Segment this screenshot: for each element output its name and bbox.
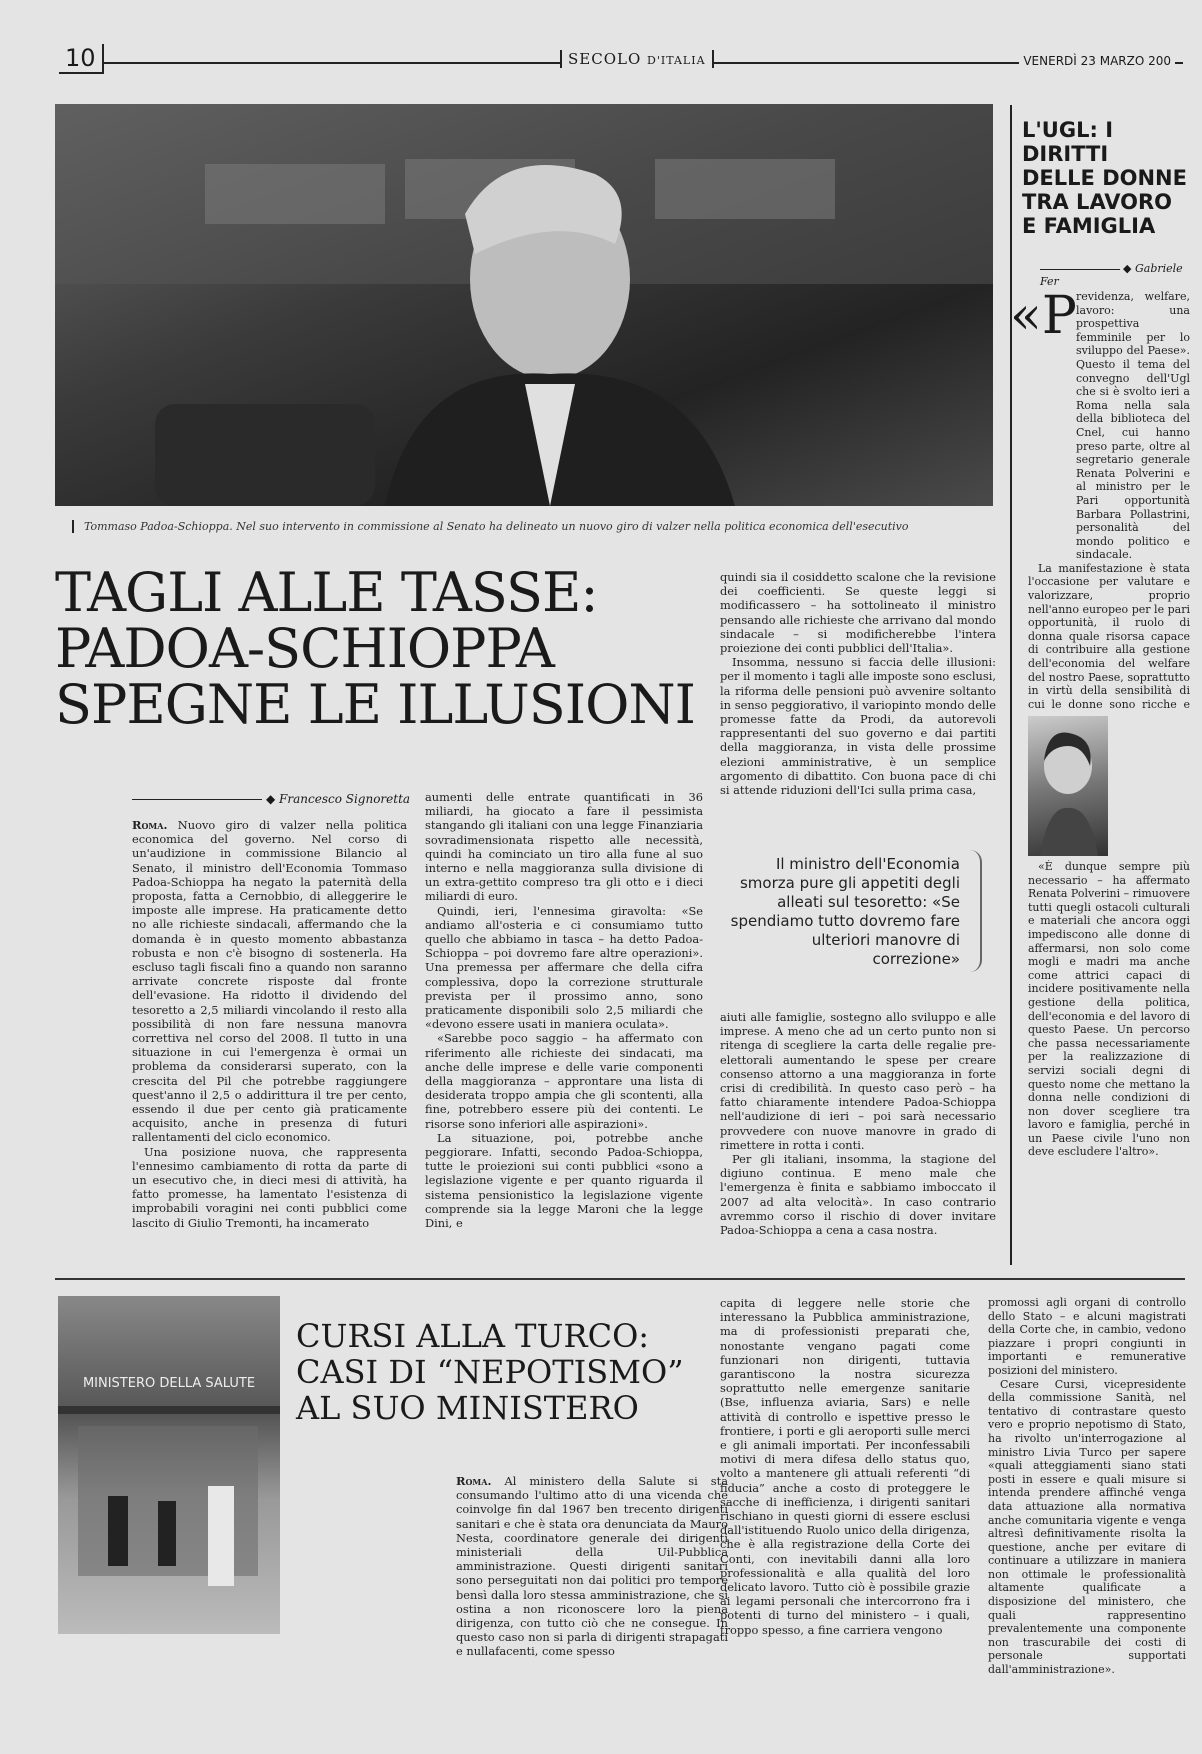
article-column-1 xyxy=(132,818,407,1230)
headline-line: SPEGNE LE ILLUSIONI xyxy=(55,673,695,736)
paragraph xyxy=(456,1474,728,1659)
paragraph: quindi sia il cosiddetto scalone che la revisione dei coefficienti. Se queste leggi si modificassero – ha sottolineato il ministro pensando alle richieste che arrivano dal mondo sindacale – si modificherebbe l'intera proiezione dei conti pubblici dell'Italia». xyxy=(720,570,996,656)
paragraph: La situazione, poi, potrebbe anche peggiorare. Infatti, secondo Padoa-Schioppa, tutte le proiezioni sui conti pubblici «sono a legislazione vigente e per quanto riguarda il sistema pensionistico la legislazione vigente comprende sia la legge Maroni che la legge Dini, e xyxy=(425,1130,703,1231)
main-byline: ◆ Francesco Signoretta xyxy=(132,792,410,806)
page-number: 10 xyxy=(59,44,104,74)
sidebar-title-line: DELLE DONNE xyxy=(1022,166,1187,190)
bottom-column-1 xyxy=(456,1474,728,1659)
headline-line: AL SUO MINISTERO xyxy=(296,1389,639,1427)
headline-line: CURSI ALLA TURCO: xyxy=(296,1317,650,1355)
paragraph: La manifestazione è stata l'occasione per valutare e valorizzare, proprio nell'anno europeo per le pari opportunità, il ruolo di donna quale risorsa capace di contribuire alla gestione dell'economia del welfare del nostro Paese, soprattutto in virtù della sensibilità di cui le donne sono ricche e xyxy=(1028,561,1190,710)
sidebar-text-top xyxy=(1028,290,1190,710)
sidebar-author: Gabriele Fer xyxy=(1040,262,1183,288)
paragraph: «Sarebbe poco saggio – ha affermato con riferimento alle richieste dei sindacati, ma anche delle imprese e delle varie componenti della maggioranza – approntare una lista di desiderata troppo ampia che gli scontenti, alla fine, potrebbero essere più dei contenti. Le risorse sono inferiori alle aspirazioni». xyxy=(425,1031,703,1131)
paragraph: capita di leggere nelle storie che interessano la Pubblica amministrazione, ma di professionisti preparati che, nonostante vengano pagati come funzionari non dirigenti, tuttavia garantiscono la nostra sicurezza soprattutto nelle emergenze sanitarie (Bse, influenza aviaria, Sars) e nelle attività di controllo e ispettive presso le frontiere, i porti e gli aeroporti sulle merci e gli animali importati. Per inconfessabili motivi di mera difesa dello status quo, volto a mantenere gli attuali referenti “di fiducia” anche a costo di proteggere le sacche di inefficienza, i dirigenti sanitari rischiano in questi giorni di essere esclusi dall'istituendo Ruolo unico della dirigenza, che è alla registrazione della Corte dei Conti, con inevitabili danni alla loro professionalità e alla qualità del loro delicato lavoro. Tutto ciò è possibile grazie ai legami personali che intercorrono fra i potenti di turno del ministero – i quali, troppo spesso, a fine carriera vengono xyxy=(720,1296,970,1637)
speaker-illustration xyxy=(1028,716,1108,856)
sidebar-photo xyxy=(1028,716,1108,856)
headline-line: PADOA-SCHIOPPA xyxy=(55,617,554,680)
photo-caption: Tommaso Padoa-Schioppa. Nel suo intervento in commissione al Senato ha delineato un nuovo giro di valzer nella politica economica dell'esecutivo xyxy=(72,520,1004,533)
paragraph: promossi agli organi di controllo dello Stato – e alcuni magistrati della Corte che, in cambio, vedono piazzare i propri congiunti in importanti e remunerative posizioni del ministero. xyxy=(988,1296,1186,1377)
sidebar-title-line: L'UGL: I DIRITTI xyxy=(1022,118,1114,166)
sidebar-title-line: TRA LAVORO xyxy=(1022,190,1173,214)
paragraph: «È dunque sempre più necessario – ha affermato Renata Polverini – rimuovere tutti quegli ostacoli culturali e materiali che ancora oggi impediscono alle donne di affermarsi, non solo come mogli e madri ma anche come attrici capaci di incidere positivamente nella gestione della politica, dell'economia e del lavoro di questo Paese. Un percorso che passa necessariamente per la realizzazione di servizi sociali degni di questo nome che mettano la donna nelle condizioni di non dover scegliere tra lavoro e famiglia, perché in un Paese civile l'uno non deve escludere l'altro». xyxy=(1028,860,1190,1159)
dateline: Roma. xyxy=(456,1474,492,1488)
byline-author: Francesco Signoretta xyxy=(279,792,411,806)
paragraph: Per gli italiani, insomma, la stagione del digiuno continua. E meno male che l'emergenza è finita e sabbiamo imboccato il 2007 ad alta velocità». In caso contrario avremmo corso il rischio di dover invitare Padoa-Schioppa a cena a casa nostra. xyxy=(720,1152,996,1238)
pull-quote-brace xyxy=(962,850,982,972)
headline-line: CASI DI “NEPOTISMO” xyxy=(296,1353,684,1391)
paragraph: Cesare Cursi, vicepresidente della commissione Sanità, nel tentativo di contrastare questo vero e proprio nepotismo di Stato, ha rivolto un'interrogazione al ministro Livia Turco per sapere «quali atteggiamenti siano stati posti in essere e quali misure si intenda prendere affinché venga data attuazione alla normativa anche comunitaria vigente e venga altresì definitivamente risolta la questione, anche per evitare di continuare a utilizzare in maniera non ottimale le professionalità altamente qualificate a disposizione del ministero, che quali rappresentino prevalentemente una componente non trascurabile dei costi di personale supportati dall'amministrazione». xyxy=(988,1377,1186,1677)
page-header xyxy=(55,42,1175,82)
headline-line: TAGLI ALLE TASSE: xyxy=(55,561,598,624)
sidebar-byline: ◆ Gabriele Fer xyxy=(1040,262,1183,288)
issue-date: VENERDÌ 23 MARZO 200 xyxy=(1019,54,1175,68)
sidebar-title-line: E FAMIGLIA xyxy=(1022,214,1156,238)
paragraph: revidenza, welfare, lavoro: una prospettiva femminile per lo sviluppo del Paese». Questo il tema del convegno dell'Ugl che si è svolto ieri a Roma nella sala della biblioteca del Cnel, cui hanno preso parte, oltre al segretario generale Renata Polverini e al ministro per le Pari opportunità Barbara Pollastrini, personalità del mondo politico e sindacale. xyxy=(1076,290,1190,562)
portrait-illustration xyxy=(55,104,993,506)
main-headline xyxy=(55,561,705,736)
paragraph: Quindi, ieri, l'ennesima giravolta: «Se andiamo all'osteria e ci consumiamo tutto quello che abbiamo in tasca – ha detto Padoa-Schioppa – poi dovremo fare altre operazioni». Una premessa per affermare che della cifra complessiva, dopo la correzione strutturale prevista per il prossimo anno, sono praticamente disponibili solo 2,5 miliardi che «devono essere usati in maniera oculata». xyxy=(425,903,703,1032)
paragraph: Una posizione nuova, che rappresenta l'ennesimo cambiamento di rotta da parte di un esecutivo che, in dieci mesi di attività, ha fatto promesse, ha lamentato l'esistenza di improbabili voragini nei conti pubblici come lascito di Giulio Tremonti, ha incamerato xyxy=(132,1144,407,1230)
masthead xyxy=(560,50,714,68)
article-column-3-bottom xyxy=(720,1010,996,1237)
paragraph: aiuti alle famiglie, sostegno allo sviluppo e alle imprese. A meno che ad un certo punto non si ritenga di scegliere la carta delle regalie pre-elettorali aumentando le spese per creare consenso attorno a una maggioranza in forte crisi di credibilità. In questo caso però – ha fatto chiaramente intendere Padoa-Schioppa nell'audizione di ieri – poi sarà necessario provvedere con nuove manovre in grado di rimettere in rotta i conti. xyxy=(720,1010,996,1152)
byline-rule xyxy=(1040,269,1120,270)
bottom-headline xyxy=(296,1318,696,1426)
sidebar-text-bottom xyxy=(1028,860,1190,1255)
sidebar-dropcap: «P xyxy=(1010,286,1077,346)
paragraph-text: Nuovo giro di valzer nella politica economica del governo. Nel corso di un'audizione in commissione Bilancio al Senato, il ministro dell'Economia Tommaso Padoa-Schioppa ha negato la paternità della proposta, fatta a Cernobbio, di alleggerire le imposte alle imprese. Ha praticamente detto no alle richieste sindacali, affermando che la domanda è in questo momento abbastanza robusta e non c'è bisogno di sostenerla. Ha escluso tagli fiscali fino a quando non saranno arrivate concrete risposte dal fronte dell'evasione. Ha ridotto il dividendo del tesoretto a 2,5 miliardi vincolando il resto alla possibilità di non fare nessuna manovra correttiva nel corso del 2008. Il tutto in una situazione in cui l'emergenza è ormai un problema da considerarsi superato, con la crescita del Pil che potrebbe raggiungere quest'anno il 2,5 o addirittura il tre per cento, essendo il due per cento già praticamente acquisito, anche in presenza di futuri rallentamenti del ciclo economico. xyxy=(132,818,407,1145)
main-photo xyxy=(55,104,993,506)
ministry-photo xyxy=(58,1296,280,1634)
masthead-title: SECOLO xyxy=(568,50,642,68)
bottom-column-2 xyxy=(720,1296,970,1637)
section-divider xyxy=(55,1278,1185,1280)
dateline: Roma. xyxy=(132,818,168,832)
pull-quote: Il ministro dell'Economia smorza pure gli appetiti degli alleati sul tesoretto: «Se spendiamo tutto dovremo fare ulteriori manovre di correzione» xyxy=(730,855,960,968)
paragraph-text: Al ministero della Salute si sta consumando l'ultimo atto di una vicenda che coinvolge fin dal 1967 ben trecento dirigenti sanitari e che è stata ora denunciata da Mauro Nesta, coordinatore generale dei dirigenti ministeriali della Uil-Pubblica amministrazione. Questi dirigenti sanitari sono perseguitati non dai politici pro tempore bensì dalla loro stessa amministrazione, che si ostina a non riconoscere loro la piena dirigenza, con tutto ciò che ne consegue. In questo caso non si parla di dirigenti strapagati e nullafacenti, come spesso xyxy=(456,1474,728,1659)
masthead-small: D'ITALIA xyxy=(647,54,706,67)
paragraph: aumenti delle entrate quantificati in 36 miliardi, ha giocato a fare il pessimista stangando gli italiani con una legge Finanziaria sovradimensionata rispetto alle necessità, quindi ha cominciato un tiro alla fune al suo interno e nella maggioranza sulla divisione di un extra-gettito compreso tra gli otto e i dieci miliardi di euro. xyxy=(425,790,703,904)
entrance-illustration xyxy=(58,1296,280,1634)
byline-rule xyxy=(132,799,262,800)
article-column-2 xyxy=(425,790,703,1230)
sidebar-title xyxy=(1022,118,1192,238)
article-column-3-top xyxy=(720,570,996,797)
paragraph: Insomma, nessuno si faccia delle illusioni: per il momento i tagli alle imposte sono esclusi, la riforma delle pensioni può avvenire soltanto in senso peggiorativo, il variopinto mondo delle promesse fatte da Prodi, da autorevoli rappresentanti del suo governo e dai partiti della maggioranza, in vista delle prossime elezioni amministrative, è un semplice argomento di dibattito. Con buona pace di chi si attende riduzioni dell'Ici sulla prima casa, xyxy=(720,655,996,798)
paragraph xyxy=(132,818,407,1145)
bottom-column-3 xyxy=(988,1296,1186,1677)
ministry-sign: MINISTERO DELLA SALUTE xyxy=(82,1376,256,1391)
